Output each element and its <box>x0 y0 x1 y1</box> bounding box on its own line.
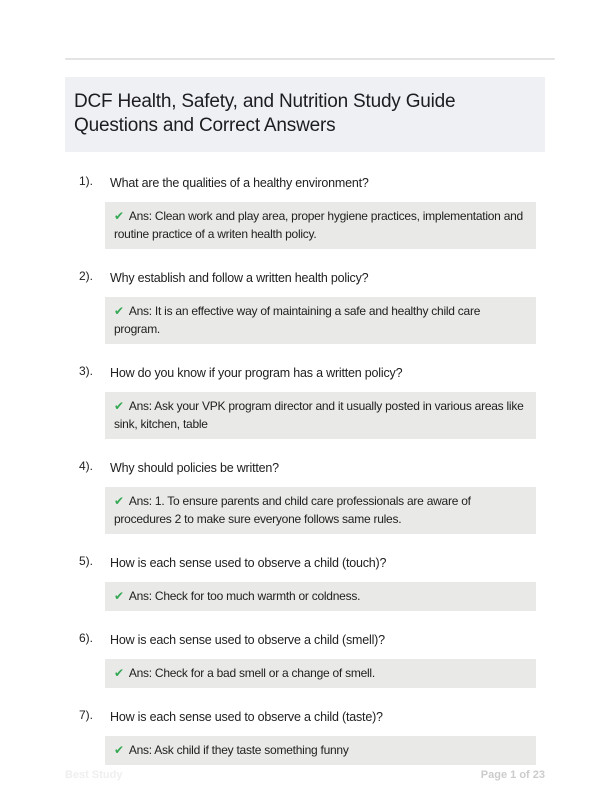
page-content <box>65 77 545 765</box>
question-number: 6). <box>79 631 94 645</box>
qa-item <box>65 365 545 439</box>
answer-box <box>105 659 536 688</box>
check-icon: ✔ <box>114 304 124 318</box>
check-icon: ✔ <box>114 399 124 413</box>
answer-box <box>105 202 536 249</box>
question-number: 3). <box>79 364 94 378</box>
question-number: 1). <box>79 174 94 188</box>
answer-text: Ans: Clean work and play area, proper hygiene practices, implementation and routine practice of a writen health policy. <box>114 209 523 241</box>
question-text: Why should policies be written? <box>110 461 279 475</box>
answer-text: Ans: Ask child if they taste something funny <box>128 743 349 757</box>
question-number: 2). <box>79 269 94 283</box>
qa-item <box>65 175 545 249</box>
check-icon: ✔ <box>114 209 124 223</box>
qa-item <box>65 270 545 344</box>
question-text: How is each sense used to observe a child (smell)? <box>110 633 385 647</box>
answer-box <box>105 487 536 534</box>
check-icon: ✔ <box>114 666 124 680</box>
answer-box <box>105 582 536 611</box>
check-icon: ✔ <box>114 589 124 603</box>
answer-text: Ans: Check for too much warmth or coldness. <box>128 589 361 603</box>
title-box <box>65 77 545 152</box>
qa-item <box>65 709 545 765</box>
answer-box <box>105 297 536 344</box>
check-icon: ✔ <box>114 743 124 757</box>
qa-list <box>65 175 545 765</box>
question-text: How is each sense used to observe a child (taste)? <box>110 710 383 724</box>
question-text: Why establish and follow a written health policy? <box>110 271 369 285</box>
question-text: What are the qualities of a healthy environment? <box>110 176 369 190</box>
answer-text: Ans: 1. To ensure parents and child care professionals are aware of procedures 2 to make sure everyone follows same rules. <box>114 494 471 526</box>
question-number: 5). <box>79 554 94 568</box>
question-number: 4). <box>79 459 94 473</box>
qa-item <box>65 632 545 688</box>
top-divider <box>65 58 555 60</box>
page-footer <box>65 769 545 781</box>
page-number-indicator: Page 1 of 23 <box>480 769 545 781</box>
answer-box <box>105 392 536 439</box>
answer-text: Ans: It is an effective way of maintaining a safe and healthy child care program. <box>114 304 481 336</box>
qa-item <box>65 555 545 611</box>
question-number: 7). <box>79 708 94 722</box>
answer-box <box>105 736 536 765</box>
question-text: How is each sense used to observe a child (touch)? <box>110 556 387 570</box>
answer-text: Ans: Check for a bad smell or a change of smell. <box>128 666 375 680</box>
answer-text: Ans: Ask your VPK program director and it usually posted in various areas like sink, kitchen, table <box>114 399 524 431</box>
footer-brand: Best Study <box>65 769 123 781</box>
question-text: How do you know if your program has a written policy? <box>110 366 403 380</box>
check-icon: ✔ <box>114 494 124 508</box>
page-title: DCF Health, Safety, and Nutrition Study Guide Questions and Correct Answers <box>74 91 456 136</box>
qa-item <box>65 460 545 534</box>
